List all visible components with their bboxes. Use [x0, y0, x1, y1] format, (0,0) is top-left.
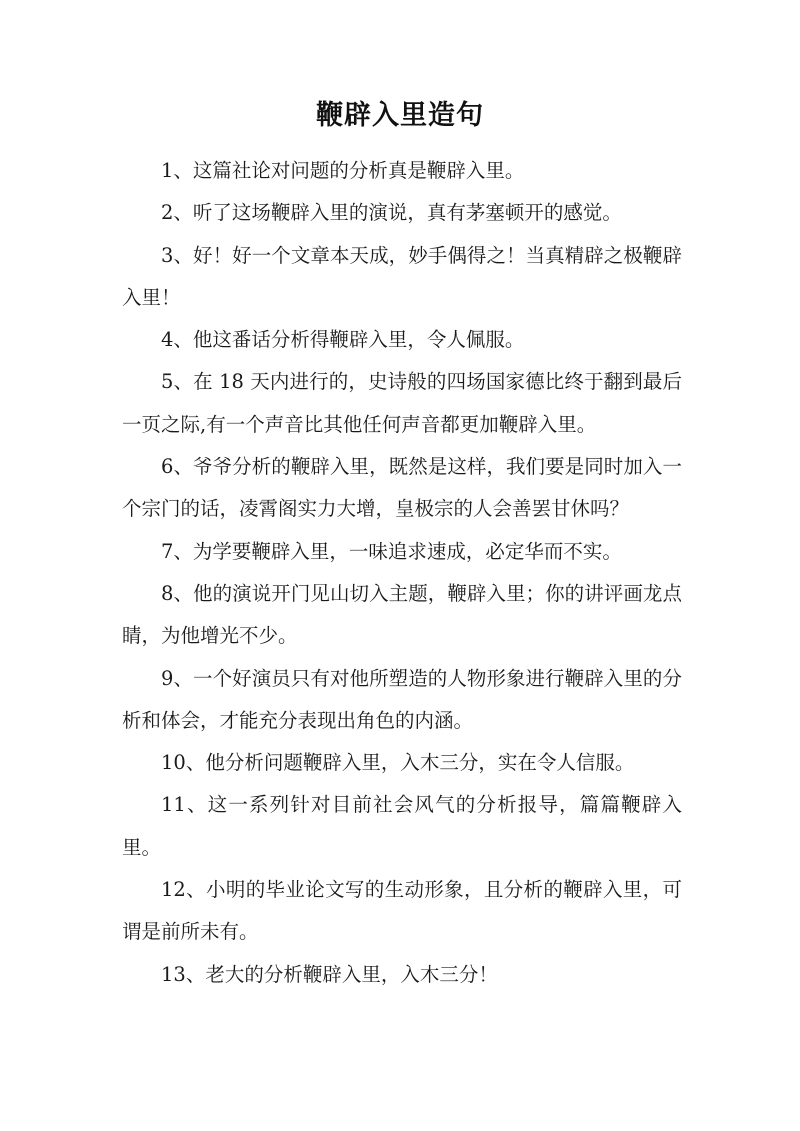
paragraph-8: 8、他的演说开门见山切入主题，鞭辟入里；你的讲评画龙点睛，为他增光不少。: [122, 581, 682, 648]
paragraph-11: 11、这一系列针对目前社会风气的分析报导，篇篇鞭辟入里。: [122, 793, 682, 859]
paragraph-2: 2、听了这场鞭辟入里的演说，真有茅塞顿开的感觉。: [161, 201, 622, 225]
paragraph-1: 1、这篇社论对问题的分析真是鞭辟入里。: [161, 159, 525, 182]
paragraph-12: 12、小明的毕业论文写的生动形象，且分析的鞭辟入里，可谓是前所未有。: [122, 878, 682, 944]
paragraph-9: 9、一个好演员只有对他所塑造的人物形象进行鞭辟入里的分析和体会，才能充分表现出角色的内涵。: [122, 666, 682, 732]
document-body: [122, 150, 682, 996]
paragraph-7: 7、为学要鞭辟入里，一味追求速成，必定华而不实。: [161, 539, 622, 563]
paragraph-3: 3、好！好一个文章本天成，妙手偶得之！当真精辟之极鞭辟入里！: [122, 243, 682, 309]
paragraph-6: 6、爷爷分析的鞭辟入里，既然是这样，我们要是同时加入一个宗门的话，凌霄阁实力大增，皇极宗的人会善罢甘休吗？: [122, 455, 682, 521]
paragraph-13: 13、老大的分析鞭辟入里，入木三分！: [161, 962, 498, 986]
paragraph-5: 5、在 18 天内进行的，史诗般的四场国家德比终于翻到最后一页之际,有一个声音比其他任何声音都更加鞭辟入里。: [122, 370, 682, 436]
document-title: 鞭辟入里造句: [316, 100, 484, 131]
paragraph-10: 10、他分析问题鞭辟入里，入木三分，实在令人信服。: [161, 751, 635, 775]
paragraph-4: 4、他这番话分析得鞭辟入里，令人佩服。: [161, 328, 525, 352]
